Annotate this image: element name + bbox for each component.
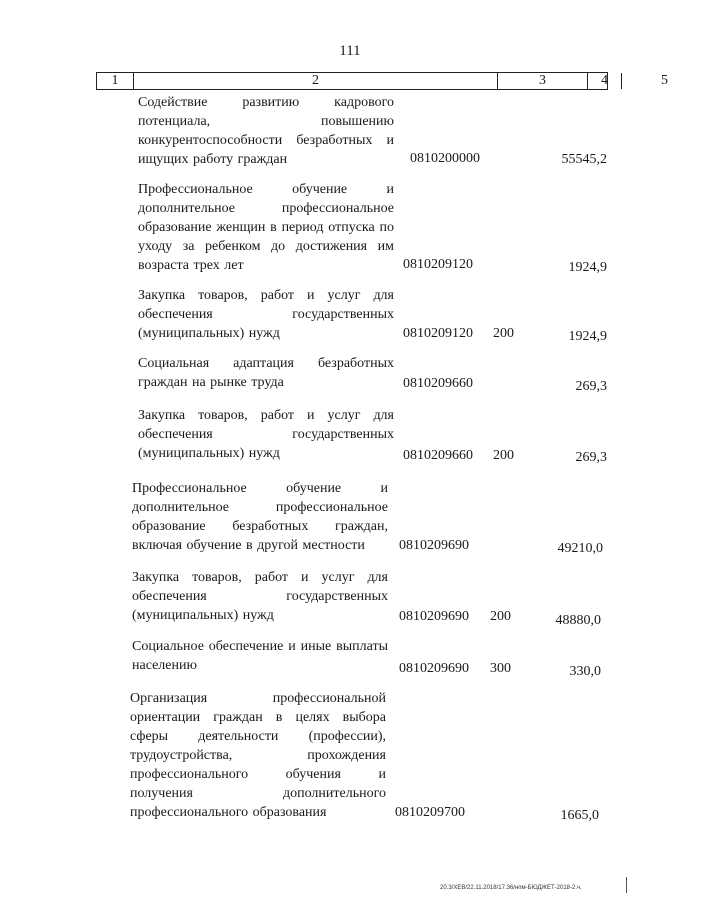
row-description: Закупка товаров, работ и услуг для обеспечения государственных (муниципальных) нужд [132, 570, 388, 623]
row-kvr: 200 [490, 609, 511, 624]
row-description: Профессиональное обучение и дополнительное профессиональное образование безработных граждан, включая обучение в другой местности [132, 481, 388, 553]
row-code: 0810209120 [403, 257, 473, 272]
row-amount: 55545,2 [561, 152, 607, 167]
row-amount: 49210,0 [557, 541, 603, 556]
row-description: Закупка товаров, работ и услуг для обеспечения государственных (муниципальных) нужд [138, 288, 394, 341]
row-code: 0810209690 [399, 661, 469, 676]
header-col-4: 4 [587, 73, 621, 89]
row-description: Профессиональное обучение и дополнительное профессиональное образование женщин в период отпуска по уходу за ребенком до достижения им возраста трех лет [138, 182, 394, 273]
row-code: 0810209690 [399, 538, 469, 553]
row-amount: 330,0 [569, 664, 601, 679]
row-amount: 1665,0 [560, 808, 599, 823]
header-col-5: 5 [621, 73, 707, 89]
row-code: 0810209690 [399, 609, 469, 624]
row-description: Организация профессиональной ориентации граждан в целях выбора сферы деятельности (профессии), трудоустройства, прохождения профессионального обучения и получения дополнительного профессионального образования [130, 691, 386, 820]
row-amount: 269,3 [575, 450, 607, 465]
row-code: 0810209660 [403, 448, 473, 463]
row-description: Закупка товаров, работ и услуг для обеспечения государственных (муниципальных) нужд [138, 408, 394, 461]
header-col-1: 1 [111, 73, 119, 88]
row-amount: 48880,0 [555, 613, 601, 628]
row-amount: 1924,9 [568, 329, 607, 344]
footer-stamp: 20.3/ХЕВ/22.11.2018/17.36/нпм-БЮДЖЕТ-2018-2.ч. [440, 885, 582, 891]
row-code: 0810209700 [395, 805, 465, 820]
row-description: Социальное обеспечение и иные выплаты населению [132, 639, 388, 673]
row-amount: 269,3 [575, 379, 607, 394]
row-code: 0810209120 [403, 326, 473, 341]
row-amount: 1924,9 [568, 260, 607, 275]
header-col-2: 2 [133, 73, 497, 89]
page-edge-mark [626, 877, 627, 893]
row-kvr: 300 [490, 661, 511, 676]
row-kvr: 200 [493, 448, 514, 463]
page-number: 111 [339, 43, 361, 59]
row-description: Социальная адаптация безработных граждан на рынке труда [138, 356, 394, 390]
row-code: 0810209660 [403, 376, 473, 391]
row-kvr: 200 [493, 326, 514, 341]
row-code: 0810200000 [410, 151, 480, 166]
header-col-3: 3 [497, 73, 587, 89]
table-header [96, 72, 668, 90]
row-description: Содействие развитию кадрового потенциала, повышению конкурентоспособности безработных и ищущих работу граждан [138, 95, 394, 167]
